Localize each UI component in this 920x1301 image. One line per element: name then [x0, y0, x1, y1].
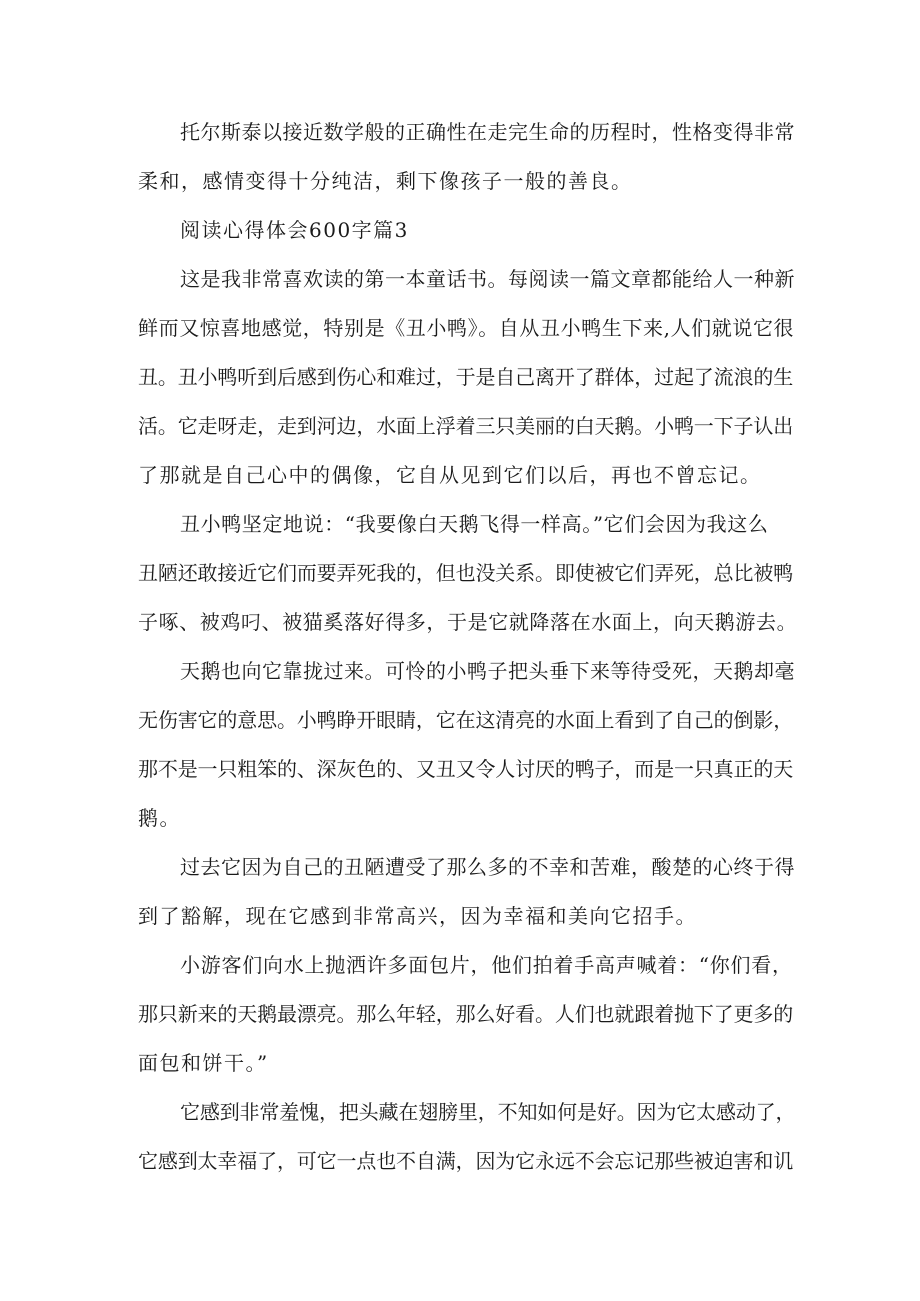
paragraph-line: 到了豁解，现在它感到非常高兴，因为幸福和美向它招手。	[138, 904, 697, 928]
paragraph-line: 这是我非常喜欢读的第一本童话书。每阅读一篇文章都能给人一种新	[180, 267, 795, 291]
paragraph-line: 无伤害它的意思。小鸭睁开眼睛，它在这清亮的水面上看到了自己的倒影，	[138, 708, 794, 732]
paragraph-line: 鹅。	[138, 806, 181, 830]
paragraph-line: 活。它走呀走，走到河边，水面上浮着三只美丽的白天鹅。小鸭一下子认出	[138, 414, 794, 438]
paragraph-line: 柔和，感情变得十分纯洁，剩下像孩子一般的善良。	[138, 169, 633, 193]
paragraph-line: 过去它因为自己的丑陋遭受了那么多的不幸和苦难，酸楚的心终于得	[180, 855, 795, 879]
paragraph-line: 小游客们向水上抛洒许多面包片，他们拍着手高声喊着：“你们看，	[180, 953, 793, 977]
paragraph-line: 那不是一只粗笨的、深灰色的、又丑又令人讨厌的鸭子，而是一只真正的天	[138, 757, 794, 781]
paragraph-line: 子啄、被鸡叼、被猫奚落好得多，于是它就降落在水面上，向天鹅游去。	[138, 610, 798, 634]
paragraph-line: 鲜而又惊喜地感觉，特别是《丑小鸭》。自从丑小鸭生下来,人们就说它很	[138, 316, 795, 340]
paragraph-line: 丑。丑小鸭听到后感到伤心和难过，于是自己离开了群体，过起了流浪的生	[138, 365, 794, 389]
paragraph-line: 托尔斯泰以接近数学般的正确性在走完生命的历程时，性格变得非常	[180, 120, 795, 144]
paragraph-line: 丑陋还敢接近它们而要弄死我的，但也没关系。即使被它们弄死，总比被鸭	[138, 561, 794, 585]
paragraph-line: 那只新来的天鹅最漂亮。那么年轻，那么好看。人们也就跟着抛下了更多的	[138, 1002, 794, 1026]
paragraph-line: 面包和饼干。”	[138, 1051, 269, 1075]
paragraph-line: 它感到太幸福了，可它一点也不自满，因为它永远不会忘记那些被迫害和讥	[138, 1149, 794, 1173]
section-heading: 阅读心得体会600字篇3	[180, 218, 409, 242]
paragraph-line: 天鹅也向它靠拢过来。可怜的小鸭子把头垂下来等待受死，天鹅却毫	[180, 659, 795, 683]
paragraph-line: 丑小鸭坚定地说：“我要像白天鹅飞得一样高。”它们会因为我这么	[180, 512, 769, 536]
paragraph-line: 了那就是自己心中的偶像，它自从见到它们以后，再也不曾忘记。	[138, 463, 762, 487]
paragraph-line: 它感到非常羞愧，把头藏在翅膀里，不知如何是好。因为它太感动了，	[180, 1100, 796, 1124]
